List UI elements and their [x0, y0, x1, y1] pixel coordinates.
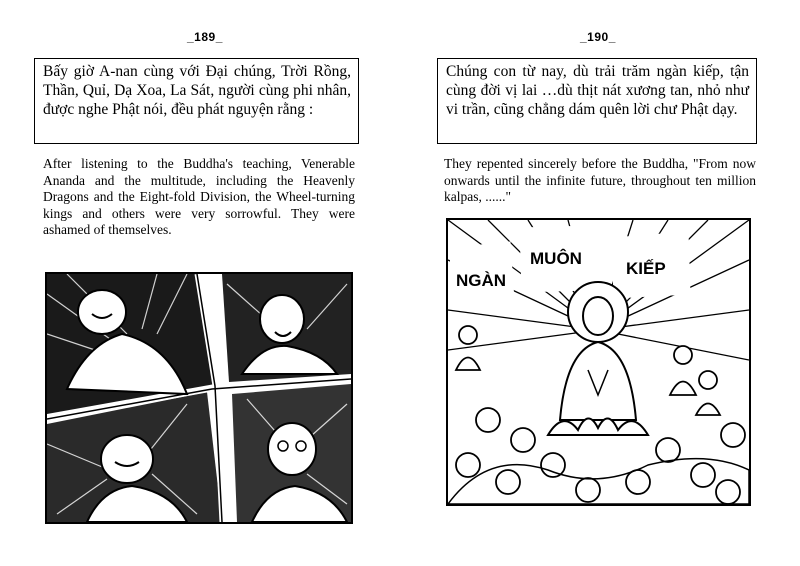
comic-panels-drawing: [47, 274, 351, 522]
bubble-text: NGÀN: [456, 271, 507, 290]
bubble-ngan: [450, 242, 514, 304]
bubble-muon: [520, 226, 590, 292]
buddha-scene-drawing: [448, 220, 749, 504]
vietnamese-text-box: Chúng con từ nay, dù trải trăm ngàn kiếp, tận cùng đời vị lai …dù thịt nát xương tan, nhỏ như vi trần, cũng chẳng dám quên lời chư Phật dạy.: [437, 58, 757, 144]
comic-illustration: [446, 218, 751, 506]
right-page: [400, 0, 800, 566]
page-number: _189_: [187, 30, 223, 44]
bubble-kiep: [612, 232, 690, 298]
comic-illustration: [45, 272, 353, 524]
english-text: After listening to the Buddha's teaching, Venerable Ananda and the multitude, including the Heavenly Dragons and the Eight-fold Division, the Wheel-turning kings and others were very sorrowful. They were ashamed of themselves.: [43, 156, 355, 237]
english-text: They repented sincerely before the Buddha, "From now onwards until the infinite future, throughout ten million kalpas, ......": [444, 156, 756, 204]
vietnamese-text-box: Bấy giờ A-nan cùng với Đại chúng, Trời Rồng, Thần, Quỉ, Dạ Xoa, La Sát, người cùng phi nhân, được nghe Phật nói, đều phát nguyện rằng :: [34, 58, 359, 144]
page-number: _190_: [580, 30, 616, 44]
bubble-text: MUÔN: [530, 249, 582, 268]
bubble-text: KIẾP: [626, 259, 666, 278]
